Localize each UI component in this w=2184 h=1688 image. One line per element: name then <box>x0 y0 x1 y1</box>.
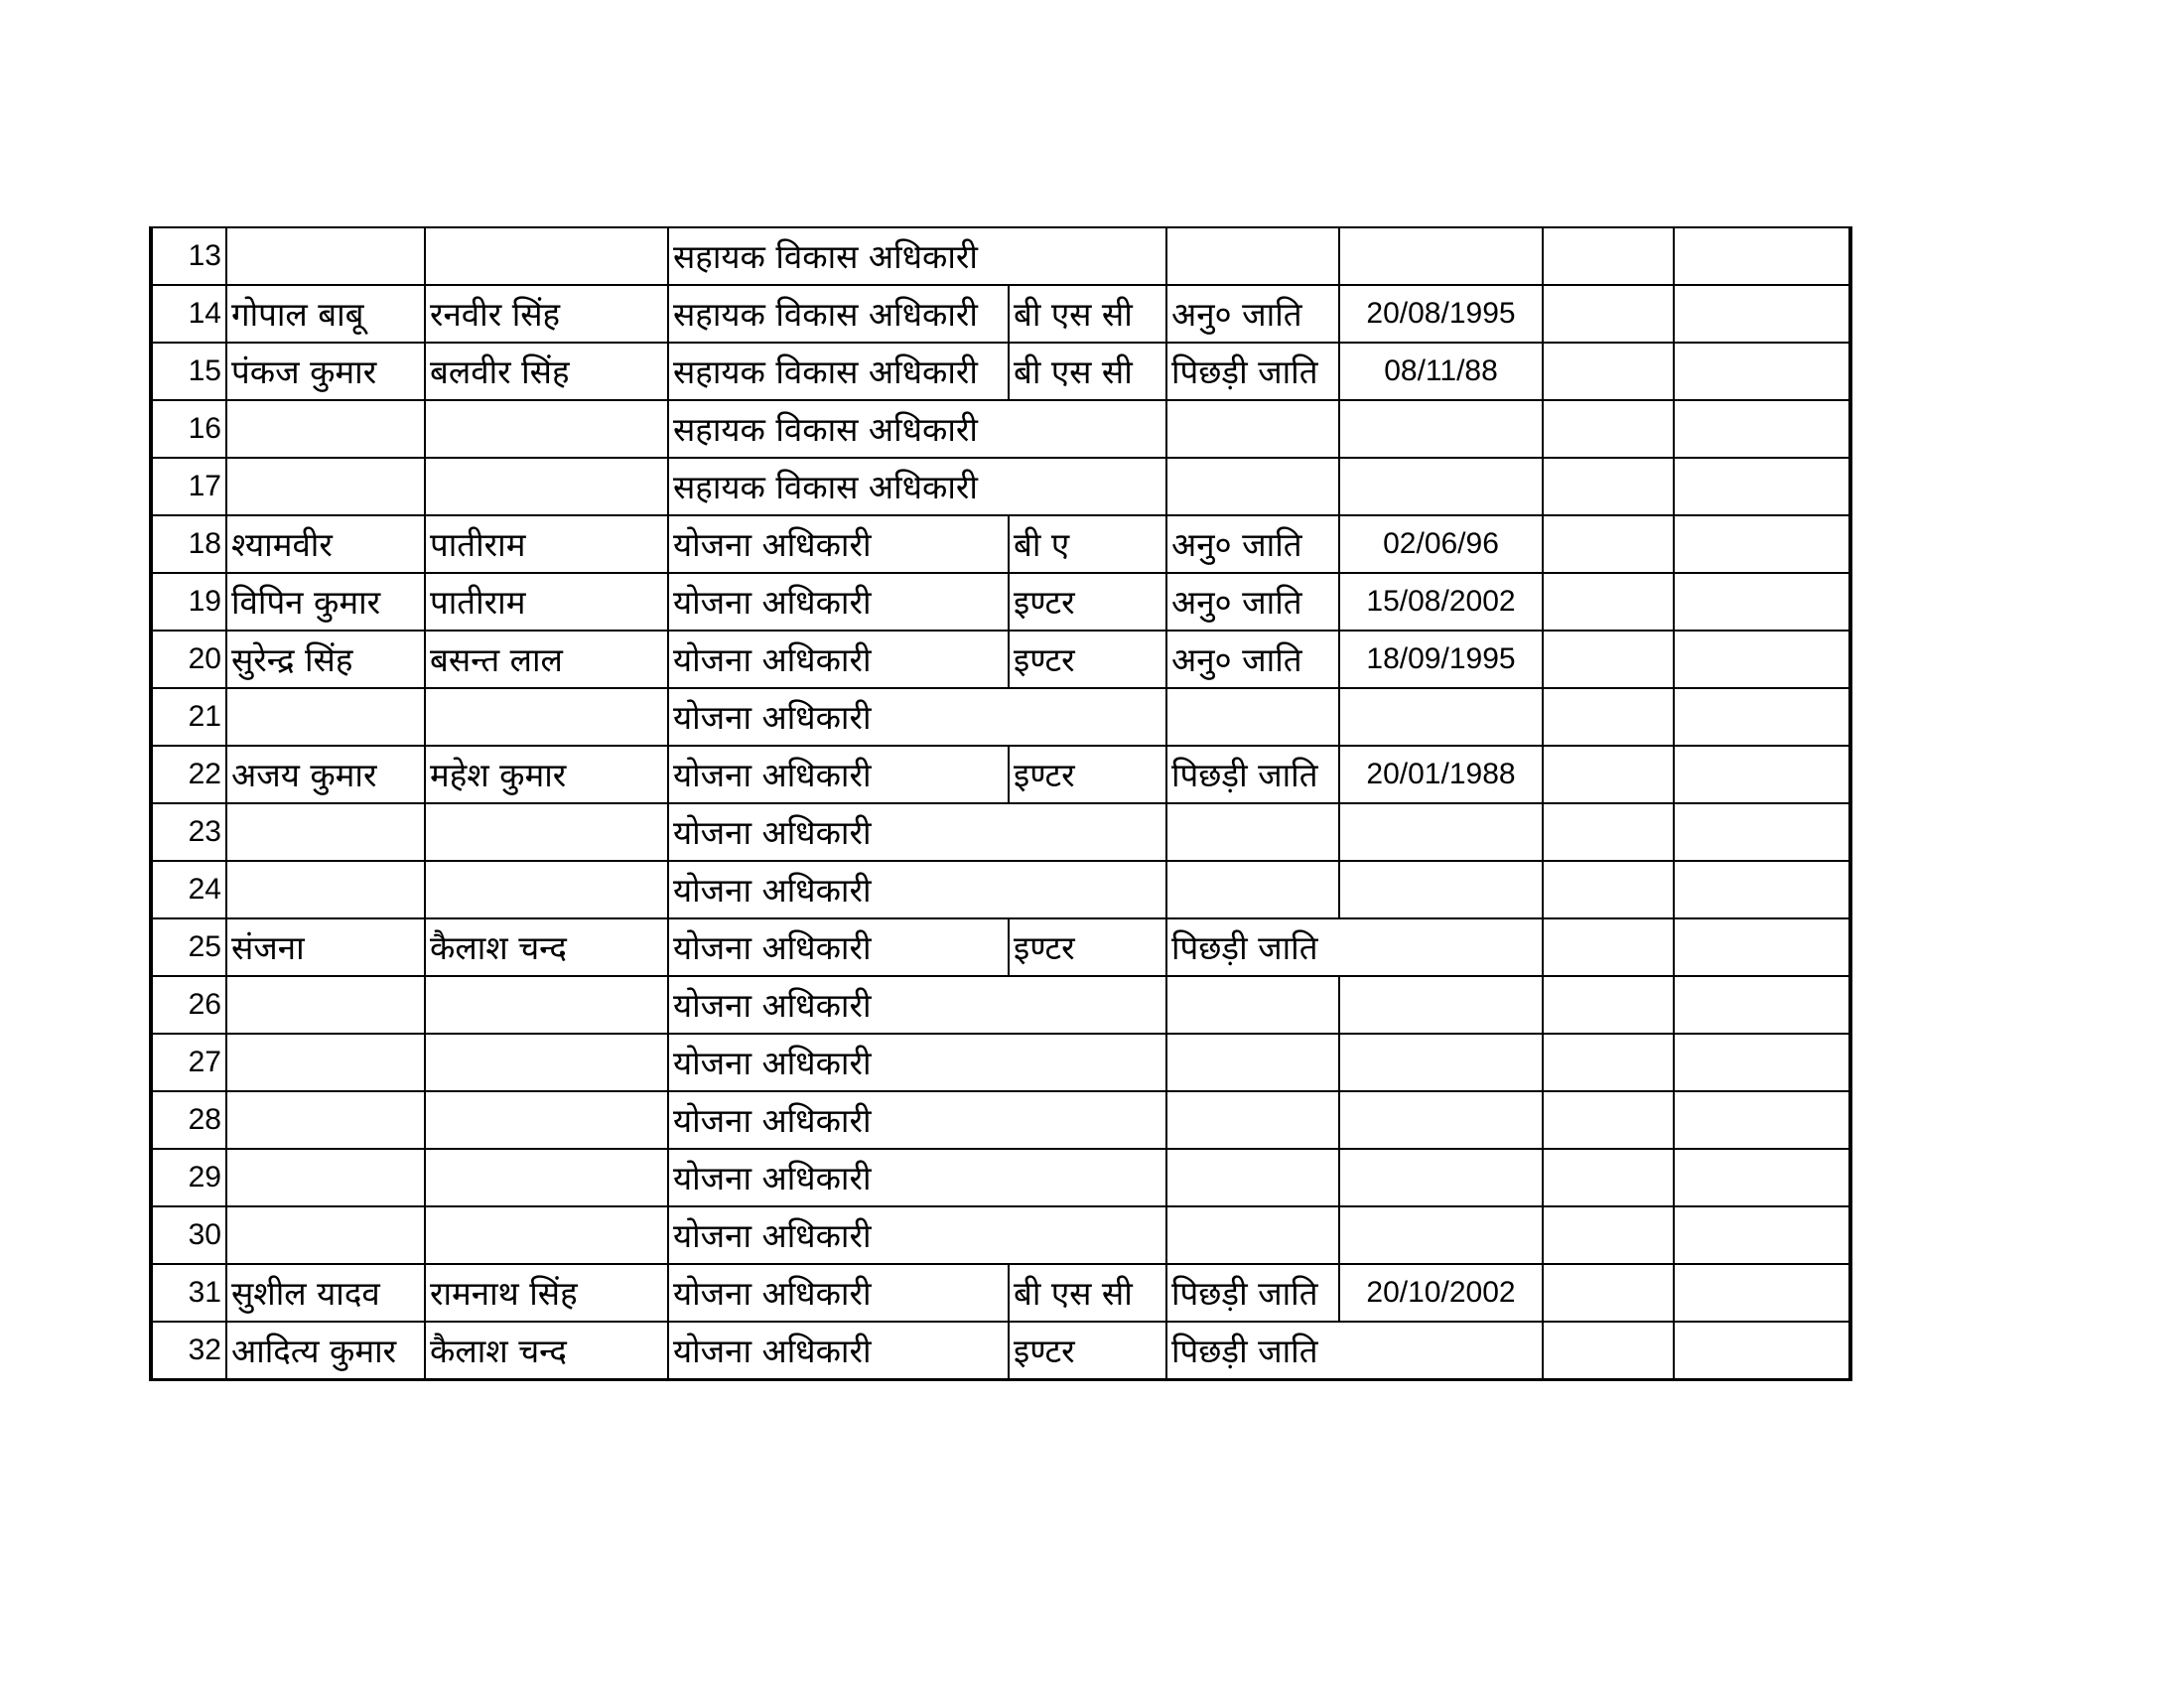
name-cell: गोपाल बाबू <box>226 285 425 343</box>
date-cell <box>1339 1091 1543 1149</box>
father-name-cell <box>425 861 668 918</box>
father-name-cell: रामनाथ सिंह <box>425 1264 668 1322</box>
table-row <box>151 1322 1850 1380</box>
date-cell <box>1339 976 1543 1034</box>
category-cell: अनु० जाति <box>1166 573 1339 631</box>
blank-cell <box>1674 343 1850 400</box>
table-row <box>151 285 1850 343</box>
father-name-cell <box>425 400 668 458</box>
date-cell <box>1339 400 1543 458</box>
category-cell <box>1166 227 1339 285</box>
blank-cell <box>1543 631 1674 688</box>
post-cell: योजना अधिकारी <box>668 1322 1009 1380</box>
father-name-cell <box>425 1149 668 1206</box>
blank-cell <box>1674 976 1850 1034</box>
blank-cell <box>1543 688 1674 746</box>
post-cell: सहायक विकास अधिकारी <box>668 343 1009 400</box>
qualification-cell <box>1009 688 1166 746</box>
table-row <box>151 631 1850 688</box>
date-cell <box>1339 861 1543 918</box>
blank-cell <box>1674 688 1850 746</box>
blank-cell <box>1674 1149 1850 1206</box>
post-cell: योजना अधिकारी <box>668 1264 1009 1322</box>
blank-cell <box>1543 400 1674 458</box>
serial-number-cell: 24 <box>151 861 226 918</box>
name-cell: श्यामवीर <box>226 515 425 573</box>
category-cell: पिछड़ी जाति <box>1166 918 1339 976</box>
table-row <box>151 1264 1850 1322</box>
name-cell: अजय कुमार <box>226 746 425 803</box>
category-cell <box>1166 688 1339 746</box>
blank-cell <box>1674 285 1850 343</box>
blank-cell <box>1674 1206 1850 1264</box>
qualification-cell: बी एस सी <box>1009 285 1166 343</box>
blank-cell <box>1674 573 1850 631</box>
qualification-cell <box>1009 1206 1166 1264</box>
father-name-cell: बलवीर सिंह <box>425 343 668 400</box>
blank-cell <box>1543 803 1674 861</box>
qualification-cell <box>1009 227 1166 285</box>
blank-cell <box>1674 515 1850 573</box>
father-name-cell: कैलाश चन्द <box>425 918 668 976</box>
name-cell <box>226 1149 425 1206</box>
father-name-cell <box>425 803 668 861</box>
blank-cell <box>1674 631 1850 688</box>
date-cell: 20/01/1988 <box>1339 746 1543 803</box>
blank-cell <box>1674 400 1850 458</box>
qualification-cell: बी एस सी <box>1009 1264 1166 1322</box>
name-cell <box>226 1206 425 1264</box>
category-cell <box>1166 861 1339 918</box>
date-cell <box>1339 1206 1543 1264</box>
date-cell: 08/11/88 <box>1339 343 1543 400</box>
name-cell: विपिन कुमार <box>226 573 425 631</box>
father-name-cell: पातीराम <box>425 573 668 631</box>
serial-number-cell: 14 <box>151 285 226 343</box>
serial-number-cell: 26 <box>151 976 226 1034</box>
date-cell: 20/10/2002 <box>1339 1264 1543 1322</box>
post-cell: योजना अधिकारी <box>668 573 1009 631</box>
qualification-cell <box>1009 1091 1166 1149</box>
name-cell <box>226 1034 425 1091</box>
post-cell: योजना अधिकारी <box>668 918 1009 976</box>
blank-cell <box>1543 227 1674 285</box>
post-cell: योजना अधिकारी <box>668 861 1009 918</box>
table-row <box>151 1206 1850 1264</box>
serial-number-cell: 21 <box>151 688 226 746</box>
post-cell: सहायक विकास अधिकारी <box>668 458 1009 515</box>
qualification-cell <box>1009 1034 1166 1091</box>
blank-cell <box>1674 1034 1850 1091</box>
date-cell <box>1339 918 1543 976</box>
blank-cell <box>1543 343 1674 400</box>
blank-cell <box>1543 861 1674 918</box>
date-cell <box>1339 1322 1543 1380</box>
name-cell <box>226 400 425 458</box>
date-cell <box>1339 458 1543 515</box>
blank-cell <box>1674 1264 1850 1322</box>
qualification-cell <box>1009 976 1166 1034</box>
serial-number-cell: 17 <box>151 458 226 515</box>
father-name-cell: बसन्त लाल <box>425 631 668 688</box>
serial-number-cell: 22 <box>151 746 226 803</box>
category-cell <box>1166 1034 1339 1091</box>
serial-number-cell: 16 <box>151 400 226 458</box>
table-row <box>151 746 1850 803</box>
post-cell: योजना अधिकारी <box>668 688 1009 746</box>
name-cell: सुशील यादव <box>226 1264 425 1322</box>
qualification-cell: इण्टर <box>1009 1322 1166 1380</box>
category-cell <box>1166 976 1339 1034</box>
table-row <box>151 458 1850 515</box>
name-cell <box>226 227 425 285</box>
category-cell <box>1166 1091 1339 1149</box>
blank-cell <box>1543 746 1674 803</box>
blank-cell <box>1674 458 1850 515</box>
name-cell: आदित्य कुमार <box>226 1322 425 1380</box>
table-row <box>151 573 1850 631</box>
blank-cell <box>1674 803 1850 861</box>
serial-number-cell: 18 <box>151 515 226 573</box>
post-cell: सहायक विकास अधिकारी <box>668 285 1009 343</box>
blank-cell <box>1543 1034 1674 1091</box>
father-name-cell <box>425 458 668 515</box>
blank-cell <box>1543 1206 1674 1264</box>
table-row <box>151 343 1850 400</box>
name-cell <box>226 861 425 918</box>
category-cell: अनु० जाति <box>1166 515 1339 573</box>
blank-cell <box>1543 515 1674 573</box>
name-cell <box>226 458 425 515</box>
blank-cell <box>1674 1091 1850 1149</box>
qualification-cell <box>1009 458 1166 515</box>
qualification-cell: इण्टर <box>1009 746 1166 803</box>
blank-cell <box>1543 1264 1674 1322</box>
post-cell: सहायक विकास अधिकारी <box>668 400 1009 458</box>
table-row <box>151 400 1850 458</box>
qualification-cell <box>1009 1149 1166 1206</box>
table-row <box>151 1149 1850 1206</box>
father-name-cell <box>425 976 668 1034</box>
post-cell: योजना अधिकारी <box>668 1034 1009 1091</box>
name-cell <box>226 1091 425 1149</box>
category-cell: पिछड़ी जाति <box>1166 1264 1339 1322</box>
category-cell: अनु० जाति <box>1166 285 1339 343</box>
name-cell <box>226 976 425 1034</box>
qualification-cell: बी एस सी <box>1009 343 1166 400</box>
employee-table <box>149 226 1852 1381</box>
category-cell: पिछड़ी जाति <box>1166 1322 1339 1380</box>
blank-cell <box>1674 1322 1850 1380</box>
date-cell: 15/08/2002 <box>1339 573 1543 631</box>
serial-number-cell: 19 <box>151 573 226 631</box>
serial-number-cell: 29 <box>151 1149 226 1206</box>
table-row <box>151 1091 1850 1149</box>
category-cell: पिछड़ी जाति <box>1166 746 1339 803</box>
blank-cell <box>1543 458 1674 515</box>
blank-cell <box>1543 1091 1674 1149</box>
blank-cell <box>1674 918 1850 976</box>
blank-cell <box>1543 1149 1674 1206</box>
date-cell: 18/09/1995 <box>1339 631 1543 688</box>
blank-cell <box>1543 1322 1674 1380</box>
post-cell: योजना अधिकारी <box>668 515 1009 573</box>
serial-number-cell: 20 <box>151 631 226 688</box>
qualification-cell: इण्टर <box>1009 631 1166 688</box>
father-name-cell <box>425 1091 668 1149</box>
blank-cell <box>1674 227 1850 285</box>
table-row <box>151 976 1850 1034</box>
father-name-cell: रनवीर सिंह <box>425 285 668 343</box>
blank-cell <box>1543 918 1674 976</box>
post-cell: योजना अधिकारी <box>668 803 1009 861</box>
table-row <box>151 515 1850 573</box>
post-cell: सहायक विकास अधिकारी <box>668 227 1009 285</box>
qualification-cell: इण्टर <box>1009 573 1166 631</box>
blank-cell <box>1674 746 1850 803</box>
qualification-cell: बी ए <box>1009 515 1166 573</box>
serial-number-cell: 25 <box>151 918 226 976</box>
date-cell: 02/06/96 <box>1339 515 1543 573</box>
father-name-cell: पातीराम <box>425 515 668 573</box>
father-name-cell <box>425 688 668 746</box>
category-cell: पिछड़ी जाति <box>1166 343 1339 400</box>
blank-cell <box>1674 861 1850 918</box>
blank-cell <box>1543 573 1674 631</box>
name-cell <box>226 688 425 746</box>
blank-cell <box>1543 976 1674 1034</box>
name-cell: सुरेन्द्र सिंह <box>226 631 425 688</box>
date-cell <box>1339 227 1543 285</box>
post-cell: योजना अधिकारी <box>668 746 1009 803</box>
father-name-cell <box>425 1034 668 1091</box>
table-row <box>151 803 1850 861</box>
table-body <box>151 227 1850 1380</box>
serial-number-cell: 23 <box>151 803 226 861</box>
qualification-cell <box>1009 861 1166 918</box>
serial-number-cell: 32 <box>151 1322 226 1380</box>
date-cell <box>1339 1034 1543 1091</box>
category-cell: अनु० जाति <box>1166 631 1339 688</box>
post-cell: योजना अधिकारी <box>668 976 1009 1034</box>
category-cell <box>1166 458 1339 515</box>
category-cell <box>1166 1206 1339 1264</box>
serial-number-cell: 30 <box>151 1206 226 1264</box>
date-cell: 20/08/1995 <box>1339 285 1543 343</box>
blank-cell <box>1543 285 1674 343</box>
category-cell <box>1166 1149 1339 1206</box>
father-name-cell: महेश कुमार <box>425 746 668 803</box>
serial-number-cell: 27 <box>151 1034 226 1091</box>
date-cell <box>1339 1149 1543 1206</box>
post-cell: योजना अधिकारी <box>668 631 1009 688</box>
serial-number-cell: 15 <box>151 343 226 400</box>
qualification-cell <box>1009 803 1166 861</box>
qualification-cell <box>1009 400 1166 458</box>
serial-number-cell: 31 <box>151 1264 226 1322</box>
table-row <box>151 1034 1850 1091</box>
table-row <box>151 688 1850 746</box>
father-name-cell <box>425 1206 668 1264</box>
post-cell: योजना अधिकारी <box>668 1091 1009 1149</box>
name-cell: संजना <box>226 918 425 976</box>
table-row <box>151 227 1850 285</box>
serial-number-cell: 13 <box>151 227 226 285</box>
father-name-cell: कैलाश चन्द <box>425 1322 668 1380</box>
name-cell: पंकज कुमार <box>226 343 425 400</box>
date-cell <box>1339 803 1543 861</box>
date-cell <box>1339 688 1543 746</box>
post-cell: योजना अधिकारी <box>668 1206 1009 1264</box>
name-cell <box>226 803 425 861</box>
serial-number-cell: 28 <box>151 1091 226 1149</box>
father-name-cell <box>425 227 668 285</box>
table-row <box>151 918 1850 976</box>
category-cell <box>1166 400 1339 458</box>
qualification-cell: इण्टर <box>1009 918 1166 976</box>
category-cell <box>1166 803 1339 861</box>
table-row <box>151 861 1850 918</box>
post-cell: योजना अधिकारी <box>668 1149 1009 1206</box>
